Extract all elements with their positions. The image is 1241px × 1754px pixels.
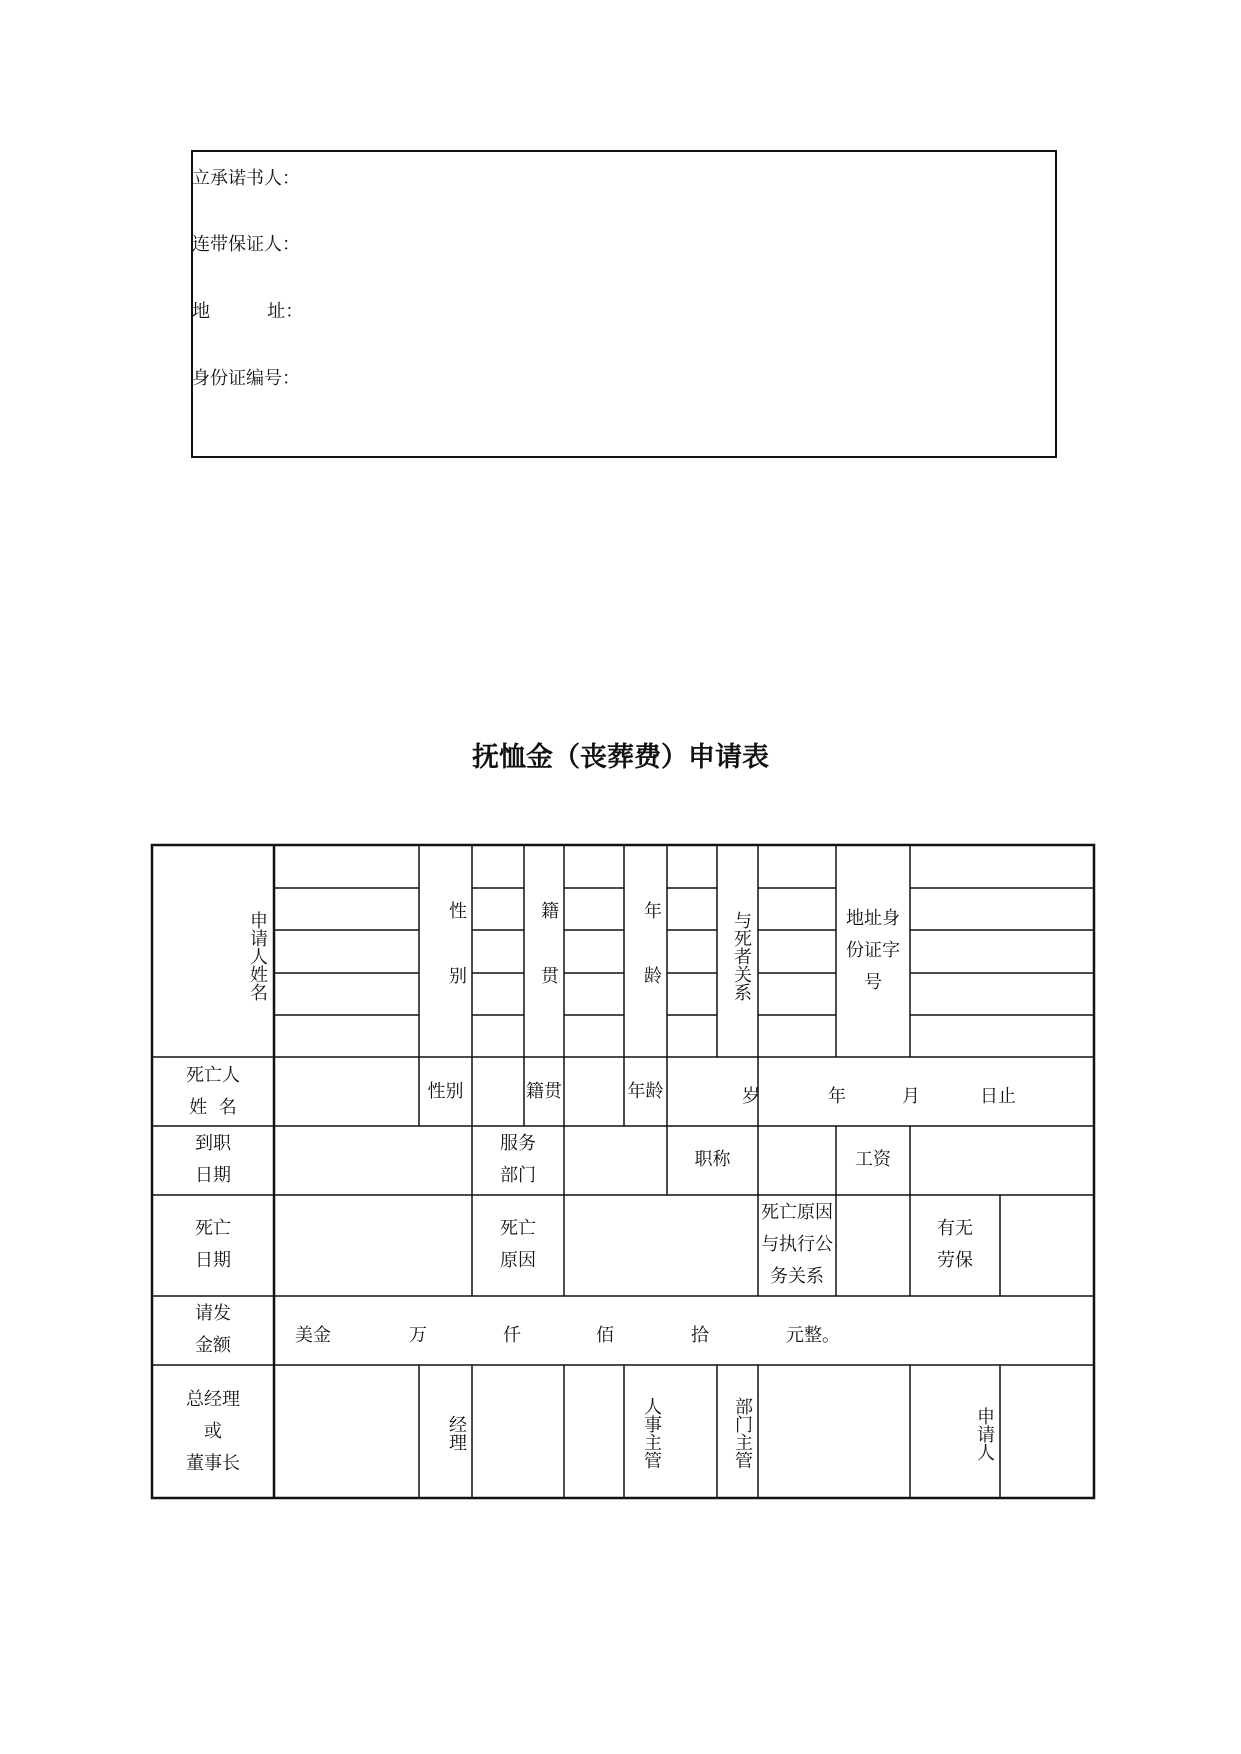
application-form [152,845,1094,1498]
death-cause-label: 死亡 原因 [500,1218,536,1271]
applicant-name-label: 申请人姓名 [247,911,268,1001]
age-unit: 岁 [742,1086,760,1107]
job-title-label: 职称 [694,1149,731,1170]
date-end: 日止 [980,1086,1016,1107]
cause-relation-label: 死亡原因 与执行公 务关系 [761,1202,833,1287]
deceased-name-label: 死亡人 姓 名 [186,1065,240,1118]
native-place-label: 籍贯 [538,901,559,1031]
labor-insurance-label: 有无 劳保 [937,1218,973,1271]
deceased-gender-label: 性别 [427,1081,464,1102]
address-id-label: 地址身 份证字 号 [846,908,900,993]
hr-supervisor-label: 人事主管 [641,1397,662,1469]
unit-bai: 佰 [596,1325,614,1346]
unit-qian: 仟 [503,1325,521,1346]
id-number-label: 身份证编号： [192,368,300,389]
gm-label: 总经理 或 董事长 [186,1389,240,1474]
currency-label: 美金 [295,1325,331,1346]
unit-shi: 拾 [691,1325,709,1346]
pledge-box [191,150,1057,458]
deceased-native-place-label: 籍贯 [526,1081,562,1102]
gender-label: 性别 [446,901,467,1031]
deceased-age-label: 年龄 [627,1081,664,1102]
guarantor-label: 连带保证人： [192,234,300,255]
date-year: 年 [828,1086,846,1107]
unit-yuan: 元整。 [786,1325,840,1346]
amount-label: 请发 金额 [195,1303,231,1356]
hire-date-label: 到职 日期 [195,1133,231,1186]
relation-label: 与死者关系 [731,911,752,1001]
address-label: 地 址： [192,301,304,322]
age-label: 年龄 [641,901,662,1031]
salary-label: 工资 [855,1149,891,1170]
form-title: 抚恤金（丧葬费）申请表 [472,742,769,773]
dept-supervisor-label: 部门主管 [732,1397,753,1469]
manager-label: 经理 [446,1415,467,1451]
applicant-label: 申请人 [974,1406,995,1461]
date-month: 月 [902,1086,920,1107]
unit-wan: 万 [409,1325,427,1346]
service-dept-label: 服务 部门 [500,1133,536,1186]
pledger-label: 立承诺书人： [192,168,300,189]
death-date-label: 死亡 日期 [195,1218,231,1271]
